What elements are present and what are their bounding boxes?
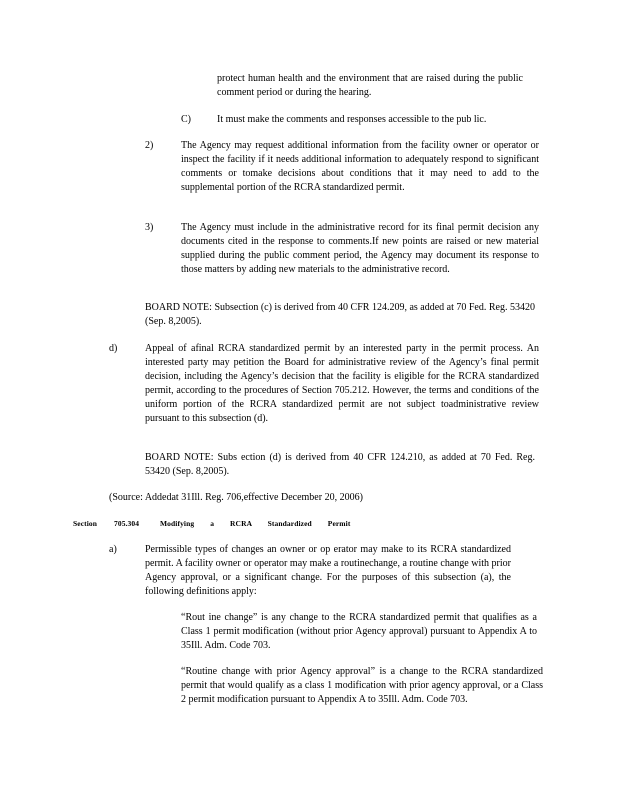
item-3-text: The Agency must include in the administrative record for its final permit decision any documents cited in the response to comments.If new points are raised or new material supplied during the public comment period, the Agency may document its response to those matters by adding new materials to the administrative record. [181, 222, 539, 275]
source-note: (Source: Addedat 31Ill. Reg. 706,effective December 20, 2006) [109, 492, 363, 503]
board-note-c: BOARD NOTE: Subsection (c) is derived from 40 CFR 124.209, as added at 70 Fed. Reg. 53420 (Sep. 8,2005). [145, 302, 535, 327]
item-d-label: d) [109, 343, 118, 354]
paragraph-b-continuation: protect human health and the environment that are raised during the public comment period or during the hearing. [217, 73, 523, 98]
item-a-text: Permissible types of changes an owner or op erator may make to its RCRA standardized permit. A facility owner or operator may make a routinechange, a routine change with prior Agency approval, or a significant change. For the purposes of this subsection (a), the following definitions apply: [145, 544, 511, 597]
board-note-d: BOARD NOTE: Subs ection (d) is derived from 40 CFR 124.210, as added at 70 Fed. Reg. 53420 (Sep. 8,2005). [145, 452, 535, 477]
item-c-label: C) [181, 114, 191, 125]
item-3-label: 3) [145, 222, 154, 233]
section-number: 705.304 [114, 519, 140, 528]
definition-routine-change-prior-approval: “Routine change with prior Agency approval” is a change to the RCRA standardized permit that would qualify as a class 1 modification with prior agency approval, or a Class 2 permit modification pursuant to Appendix A to 35Ill. Adm. Code 703. [181, 666, 543, 705]
item-2-label: 2) [145, 140, 154, 151]
definition-routine-change: “Rout ine change” is any change to the RCRA standardized permit that qualifies as a Class 1 permit modification (without prior Agency approval) pursuant to Appendix A to 35Ill. Adm. Code 703. [181, 612, 537, 651]
item-a-label: a) [109, 544, 117, 555]
item-2-text: The Agency may request additional information from the facility owner or operator or inspect the facility if it needs additional information to adequately respond to significant comments or tomake decisions about conditions that it may need to add to the supplemental portion of the RCRA standardized permit. [181, 140, 539, 193]
section-title: Modifying a RCRA Standardized Permit [160, 519, 351, 528]
item-d-text: Appeal of afinal RCRA standardized permit by an interested party in the permit process. An interested party may petition the Board for administrative review of the Agency’s final permit decision, including the Agency’s decision that the facility is eligible for the RCRA standardized permit, according to the procedures of Section 705.212. However, the terms and conditions of the uniform portion of the RCRA standardized permit are not subject toadministrative review pursuant to this subsection (d). [145, 343, 539, 424]
section-word: Section [73, 519, 98, 528]
item-c-text: It must make the comments and responses accessible to the pub lic. [217, 114, 487, 125]
